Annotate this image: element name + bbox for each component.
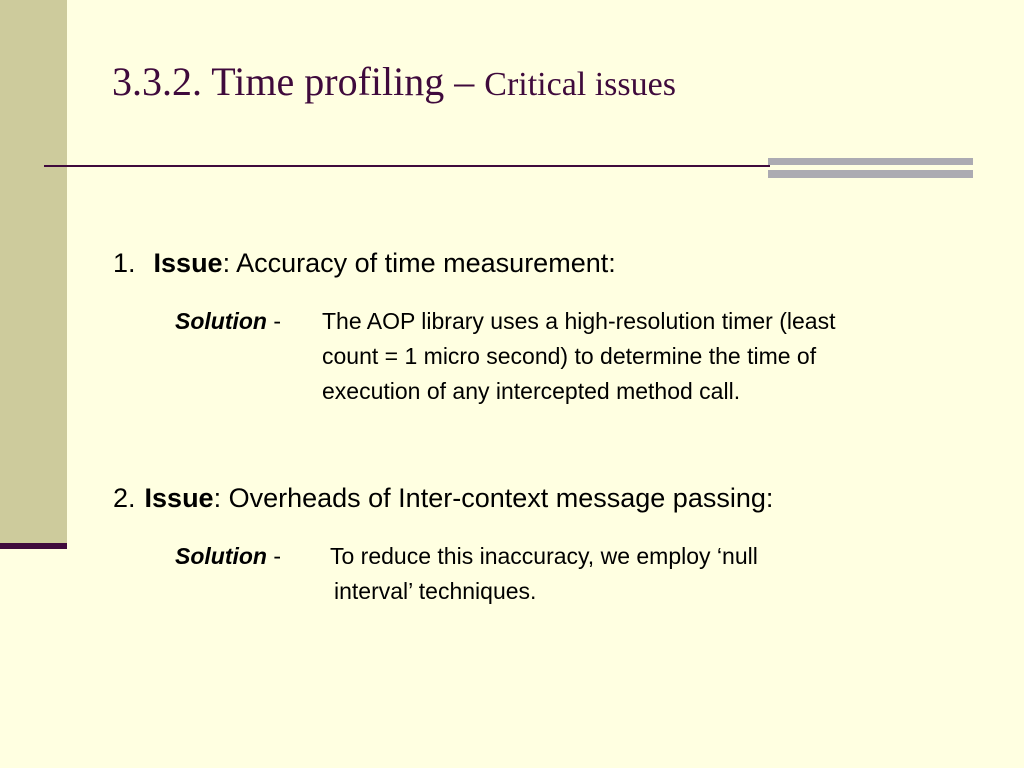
divider-stripe-top (768, 158, 973, 165)
issue-1 (113, 250, 616, 277)
solution-2-line-1: To reduce this inaccuracy, we employ ‘null (330, 543, 758, 569)
issue-2-text: : Overheads of Inter-context message passing: (213, 483, 774, 513)
solution-1-line-2: count = 1 micro second) to determine the time of (322, 343, 817, 369)
slide-title-sub: Critical issues (484, 66, 676, 103)
issue-2-number: 2. (113, 483, 136, 513)
solution-2-label: Solution (175, 543, 267, 569)
issue-1-text: : Accuracy of time measurement: (222, 248, 616, 278)
title-divider-accent (768, 158, 973, 180)
issue-1-label: Issue (153, 248, 223, 278)
issue-2-label: Issue (144, 483, 214, 513)
solution-2 (175, 539, 758, 609)
issue-2 (113, 485, 773, 512)
solution-1-label: Solution (175, 308, 267, 334)
solution-2-line-2: interval’ techniques. (334, 578, 537, 604)
solution-2-separator: - (266, 543, 282, 569)
slide-title-main: 3.3.2. Time profiling – (112, 59, 485, 104)
solution-1 (175, 304, 835, 409)
left-sidebar-bar (0, 0, 67, 543)
solution-1-separator: - (266, 308, 282, 334)
left-sidebar-accent (0, 543, 67, 549)
solution-1-line-3: execution of any intercepted method call. (322, 378, 741, 404)
title-divider (44, 165, 770, 167)
slide-title (112, 59, 676, 104)
issue-1-number: 1. (113, 248, 136, 278)
solution-1-line-1: The AOP library uses a high-resolution timer (least (322, 308, 836, 334)
divider-stripe-bottom (768, 170, 973, 178)
